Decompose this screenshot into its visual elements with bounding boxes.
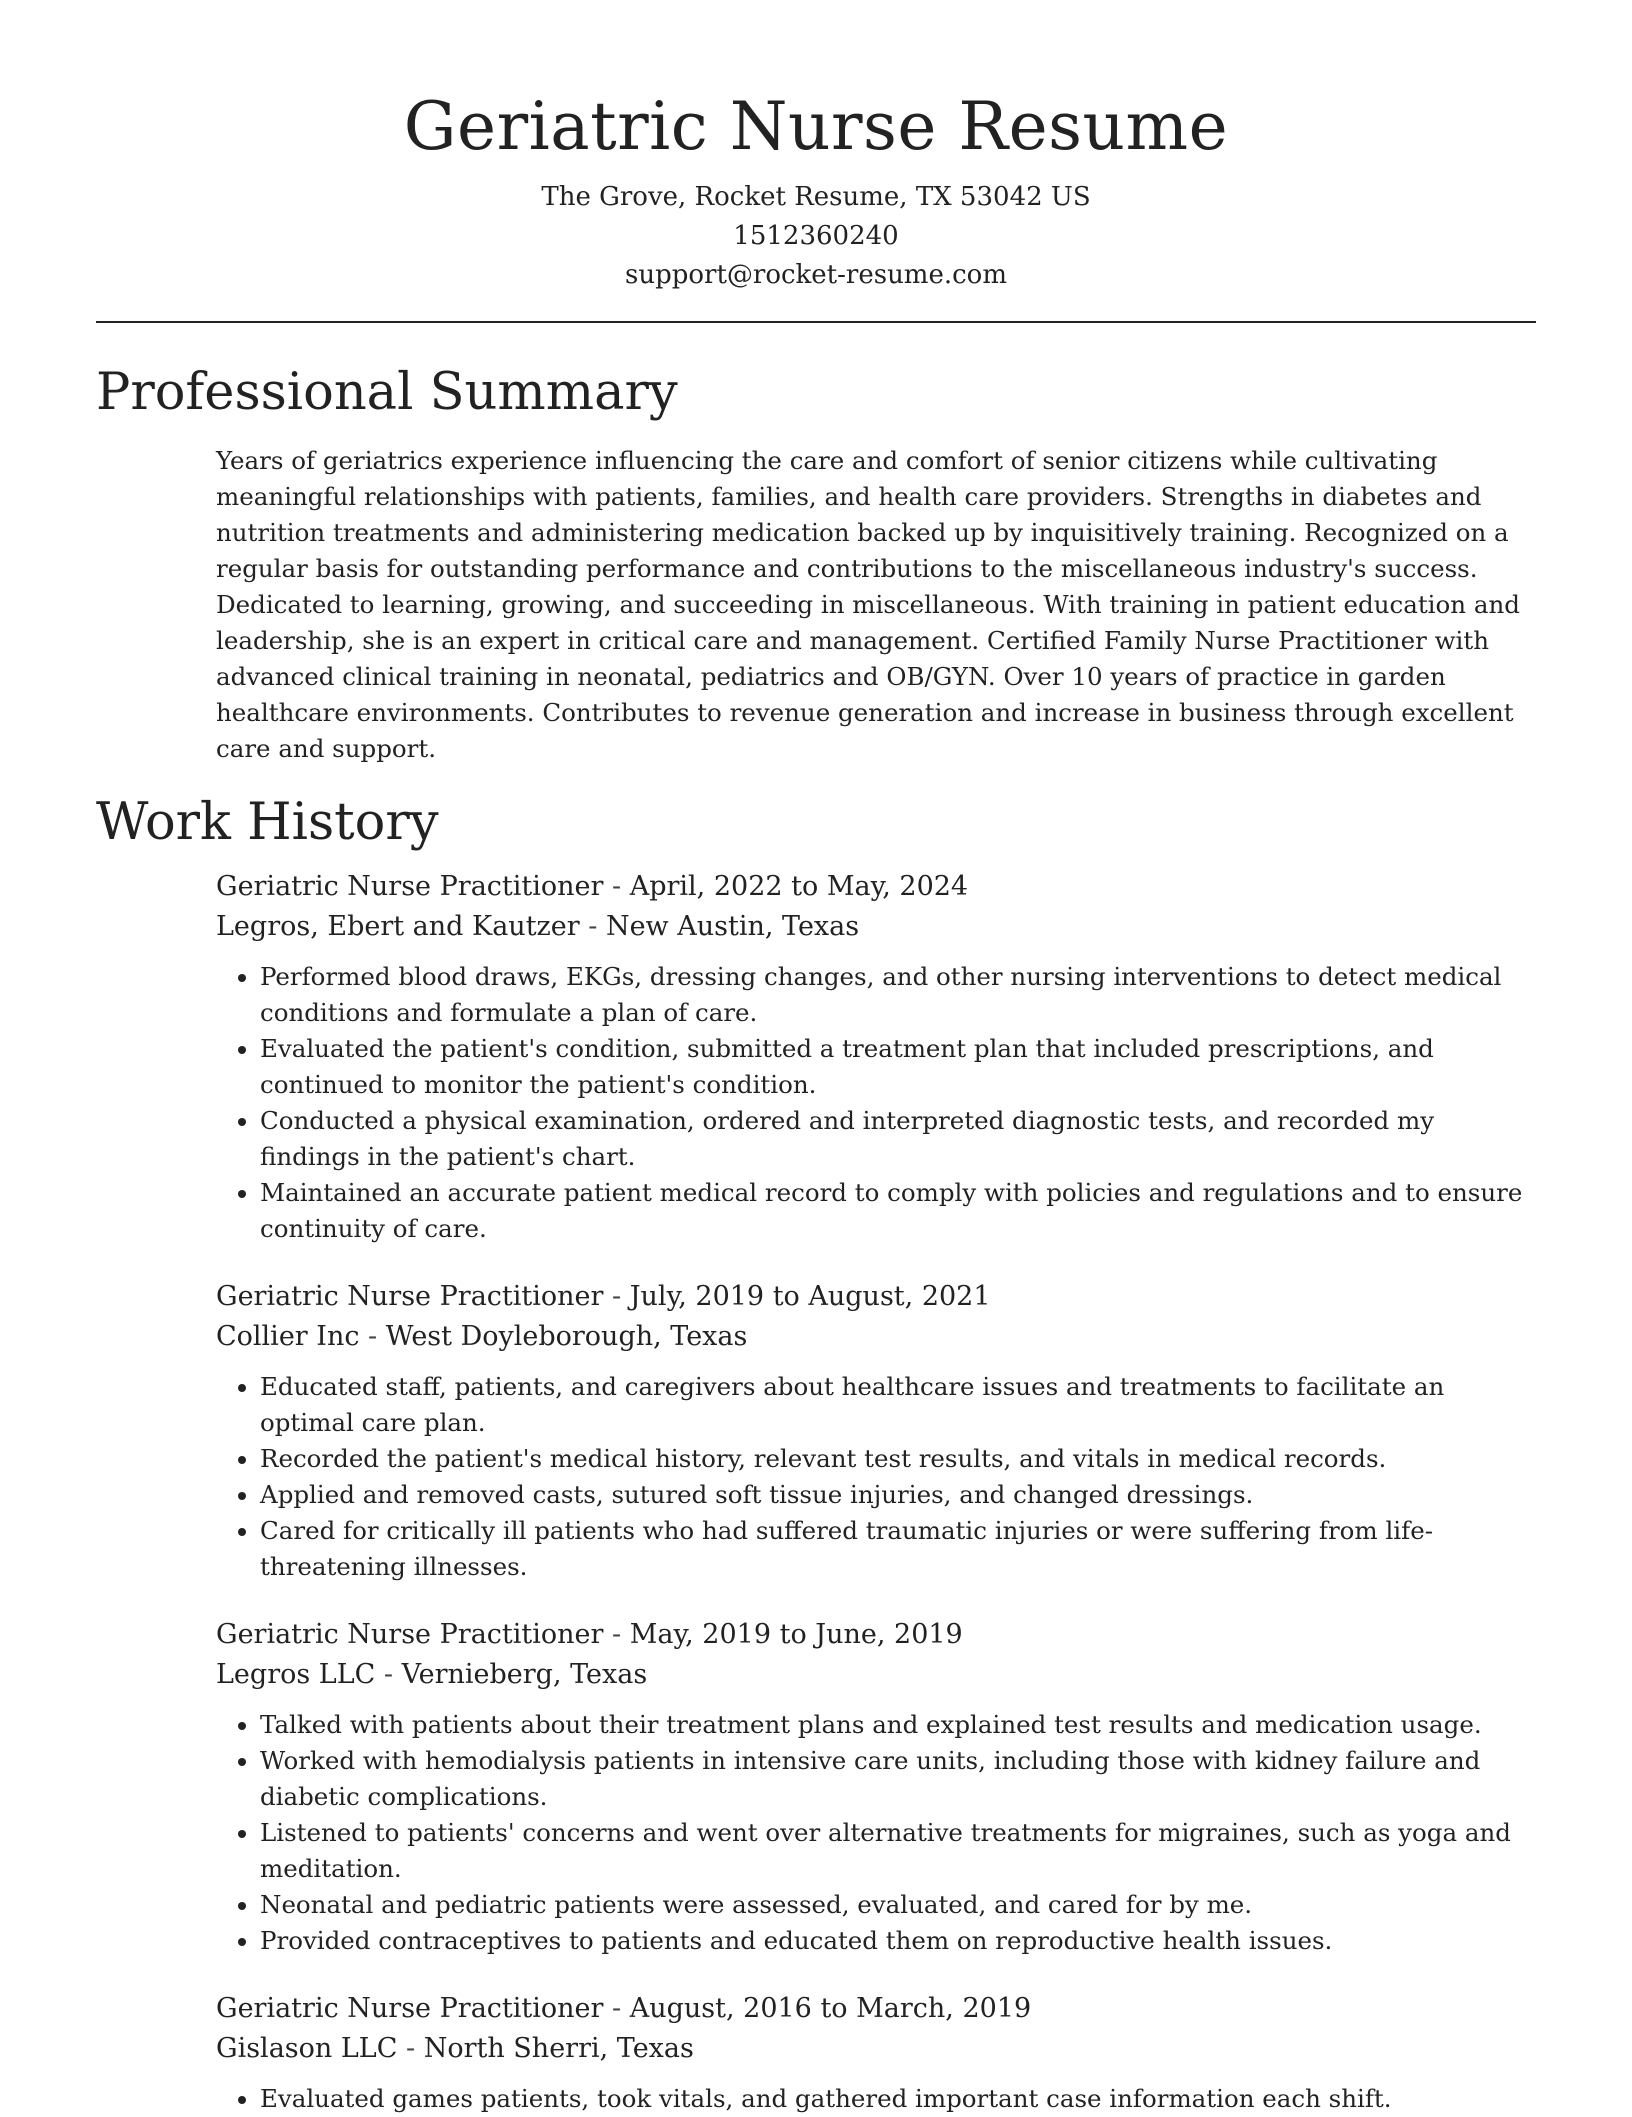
job-bullet: • Talked with patients about their treatment plans and explained test results and medication usage.: [260, 1707, 1534, 1743]
job-dates: April, 2022 to May, 2024: [629, 871, 969, 902]
job-title-line: Geriatric Nurse Practitioner - August, 2016 to March, 2019: [216, 1993, 1032, 2024]
job-title-line: Geriatric Nurse Practitioner - May, 2019 to June, 2019: [216, 1619, 963, 1650]
job-entry: [216, 1615, 1534, 1959]
job-bullet: • Neonatal and pediatric patients were assessed, evaluated, and cared for by me.: [260, 1887, 1534, 1923]
job-title: Geriatric Nurse Practitioner: [216, 1619, 604, 1650]
job-company: Gislason LLC: [216, 2033, 398, 2064]
job-company-line: Legros, Ebert and Kautzer - New Austin, Texas: [216, 911, 860, 942]
job-dates: August, 2016 to March, 2019: [629, 1993, 1032, 2024]
job-bullet: • Applied and removed casts, sutured soft tissue injuries, and changed dressings.: [260, 1477, 1534, 1513]
work-history-heading: Work History: [96, 793, 439, 852]
job-company-line: Collier Inc - West Doyleborough, Texas: [216, 1321, 748, 1352]
job-title: Geriatric Nurse Practitioner: [216, 1993, 604, 2024]
job-bullet: • Recorded the patient's medical history, relevant test results, and vitals in medical records.: [260, 1441, 1534, 1477]
job-company-line: Gislason LLC - North Sherri, Texas: [216, 2033, 694, 2064]
contact-address: The Grove, Rocket Resume, TX 53042 US: [541, 182, 1091, 212]
job-bullet: • Conducted a physical examination, ordered and interpreted diagnostic tests, and recorded my findings in the patient's chart.: [260, 1103, 1534, 1175]
contact-phone: 1512360240: [733, 221, 899, 251]
contact-email: support@rocket-resume.com: [624, 260, 1007, 290]
job-title-line: Geriatric Nurse Practitioner - July, 2019 to August, 2021: [216, 1281, 991, 1312]
job-title-line: Geriatric Nurse Practitioner - April, 2022 to May, 2024: [216, 871, 969, 902]
job-dates: July, 2019 to August, 2021: [629, 1281, 991, 1312]
resume-page: [96, 0, 1536, 2117]
job-entry: [216, 1277, 1534, 1585]
resume-title: Geriatric Nurse Resume: [403, 88, 1229, 165]
job-location: North Sherri, Texas: [423, 2033, 694, 2064]
header-divider: [96, 321, 1536, 323]
job-bullet: • Cared for critically ill patients who had suffered traumatic injuries or were suffering from life-threatening illnesses.: [260, 1513, 1534, 1585]
job-title: Geriatric Nurse Practitioner: [216, 1281, 604, 1312]
job-company: Legros, Ebert and Kautzer: [216, 911, 580, 942]
work-history-list: [216, 867, 1534, 2117]
summary-heading: Professional Summary: [96, 363, 678, 422]
job-bullets: [216, 1369, 1534, 1585]
job-bullet: • Educated staff, patients, and caregivers about healthcare issues and treatments to facilitate an optimal care plan.: [260, 1369, 1534, 1441]
job-location: West Doyleborough, Texas: [385, 1321, 748, 1352]
job-title: Geriatric Nurse Practitioner: [216, 871, 604, 902]
job-bullet: • Worked with hemodialysis patients in intensive care units, including those with kidney failure and diabetic complications.: [260, 1743, 1534, 1815]
job-bullet: • Evaluated games patients, took vitals, and gathered important case information each shift.: [260, 2081, 1534, 2117]
job-bullets: [216, 959, 1534, 1247]
job-location: Vernieberg, Texas: [401, 1659, 648, 1690]
job-dates: May, 2019 to June, 2019: [629, 1619, 963, 1650]
job-company-line: Legros LLC - Vernieberg, Texas: [216, 1659, 648, 1690]
job-bullets: [216, 1707, 1534, 1959]
job-bullet: • Listened to patients' concerns and went over alternative treatments for migraines, such as yoga and meditation.: [260, 1815, 1534, 1887]
summary-text: Years of geriatrics experience influencing the care and comfort of senior citizens while cultivating meaningful relationships with patients, families, and health care providers. Strengths in diabetes and nutrition treatments and administering medication backed up by inquisitively training. Recognized on a regular basis for outstanding performance and contributions to the miscellaneous industry's success. Dedicated to learning, growing, and succeeding in miscellaneous. With training in patient education and leadership, she is an expert in critical care and management. Certified Family Nurse Practitioner with advanced clinical training in neonatal, pediatrics and OB/GYN. Over 10 years of practice in garden healthcare environments. Contributes to revenue generation and increase in business through excellent care and support.: [216, 446, 1520, 763]
job-company: Collier Inc: [216, 1321, 360, 1352]
job-bullet: • Evaluated the patient's condition, submitted a treatment plan that included prescriptions, and continued to monitor the patient's condition.: [260, 1031, 1534, 1103]
job-location: New Austin, Texas: [605, 911, 860, 942]
job-entry: [216, 867, 1534, 1247]
job-bullet: • Provided contraceptives to patients and educated them on reproductive health issues.: [260, 1923, 1534, 1959]
job-bullet: • Maintained an accurate patient medical record to comply with policies and regulations and to ensure continuity of care.: [260, 1175, 1534, 1247]
job-bullet: • Performed blood draws, EKGs, dressing changes, and other nursing interventions to detect medical conditions and formulate a plan of care.: [260, 959, 1534, 1031]
job-company: Legros LLC: [216, 1659, 376, 1690]
job-entry: [216, 1989, 1534, 2117]
contact-block: [96, 178, 1536, 295]
